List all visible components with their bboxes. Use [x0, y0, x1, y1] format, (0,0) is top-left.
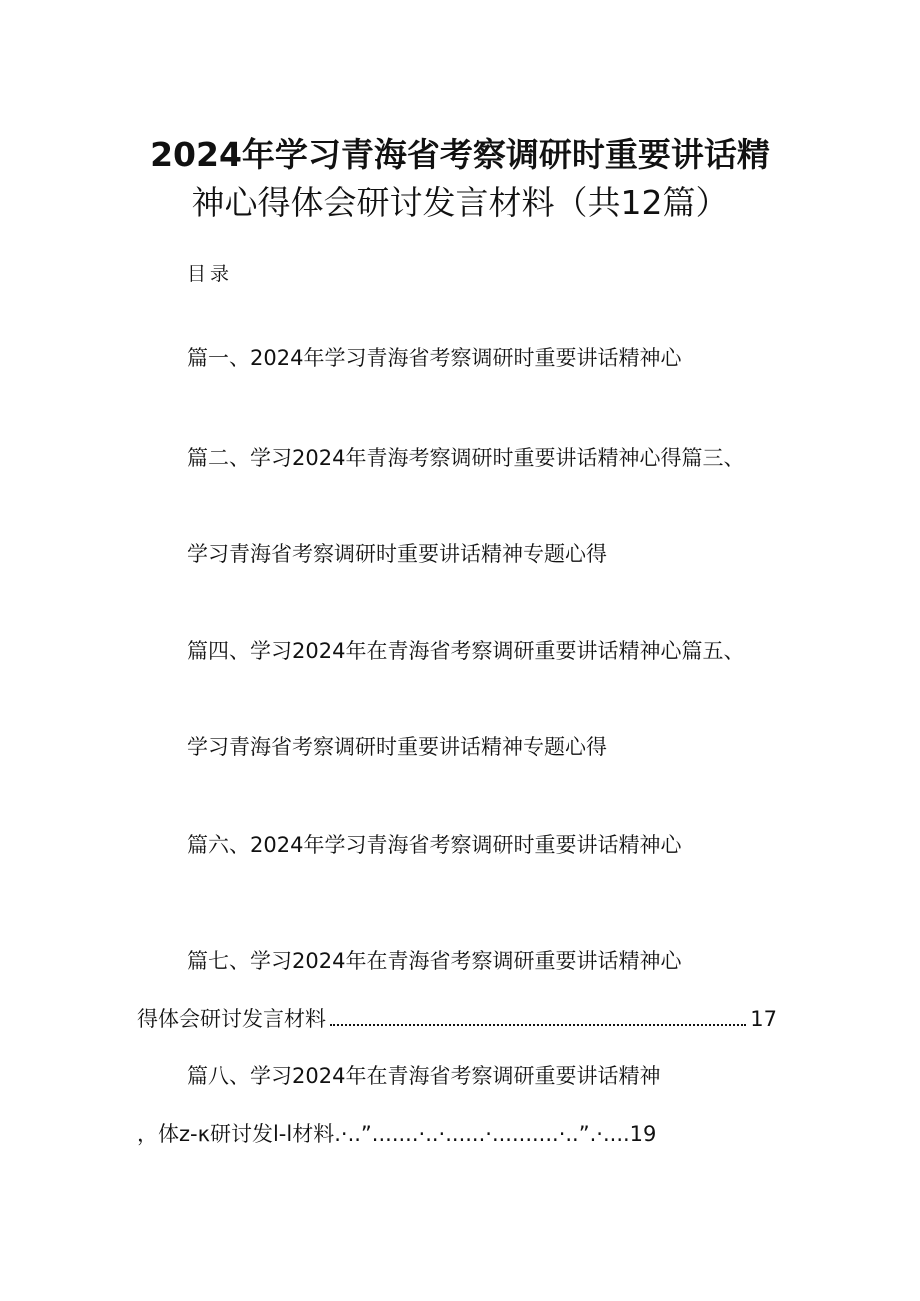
toc-heading: 目录: [187, 263, 234, 285]
toc-item-6[interactable]: 篇六、2024年学习青海省考察调研时重要讲话精神心: [187, 833, 682, 857]
toc-page-number: 17: [750, 1007, 777, 1031]
document-title-line-1: 2024年学习青海省考察调研时重要讲话精: [150, 135, 770, 174]
document-title-line-2: 神心得体会研讨发言材料（共12篇）: [191, 183, 729, 222]
toc-item-1[interactable]: 篇一、2024年学习青海省考察调研时重要讲话精神心: [187, 346, 682, 370]
toc-entry-with-page[interactable]: [137, 1009, 777, 1030]
toc-item-8[interactable]: 篇八、学习2024年在青海省考察调研重要讲话精神: [187, 1064, 661, 1088]
toc-entry-text: 得体会研讨发言材料: [137, 1007, 326, 1031]
toc-entry-garbled[interactable]: ，体z-κ研讨发l-l材料.·..”.......·..·......·..........·..”.·....19: [137, 1122, 657, 1146]
toc-item-3[interactable]: 学习青海省考察调研时重要讲话精神专题心得: [187, 542, 607, 566]
toc-item-5[interactable]: 学习青海省考察调研时重要讲话精神专题心得: [187, 735, 607, 759]
dot-leader: [330, 1024, 746, 1026]
toc-item-4[interactable]: 篇四、学习2024年在青海省考察调研重要讲话精神心篇五、: [187, 639, 745, 663]
toc-item-7[interactable]: 篇七、学习2024年在青海省考察调研重要讲话精神心: [187, 949, 682, 973]
toc-item-2[interactable]: 篇二、学习2024年青海考察调研时重要讲话精神心得篇三、: [187, 446, 745, 470]
